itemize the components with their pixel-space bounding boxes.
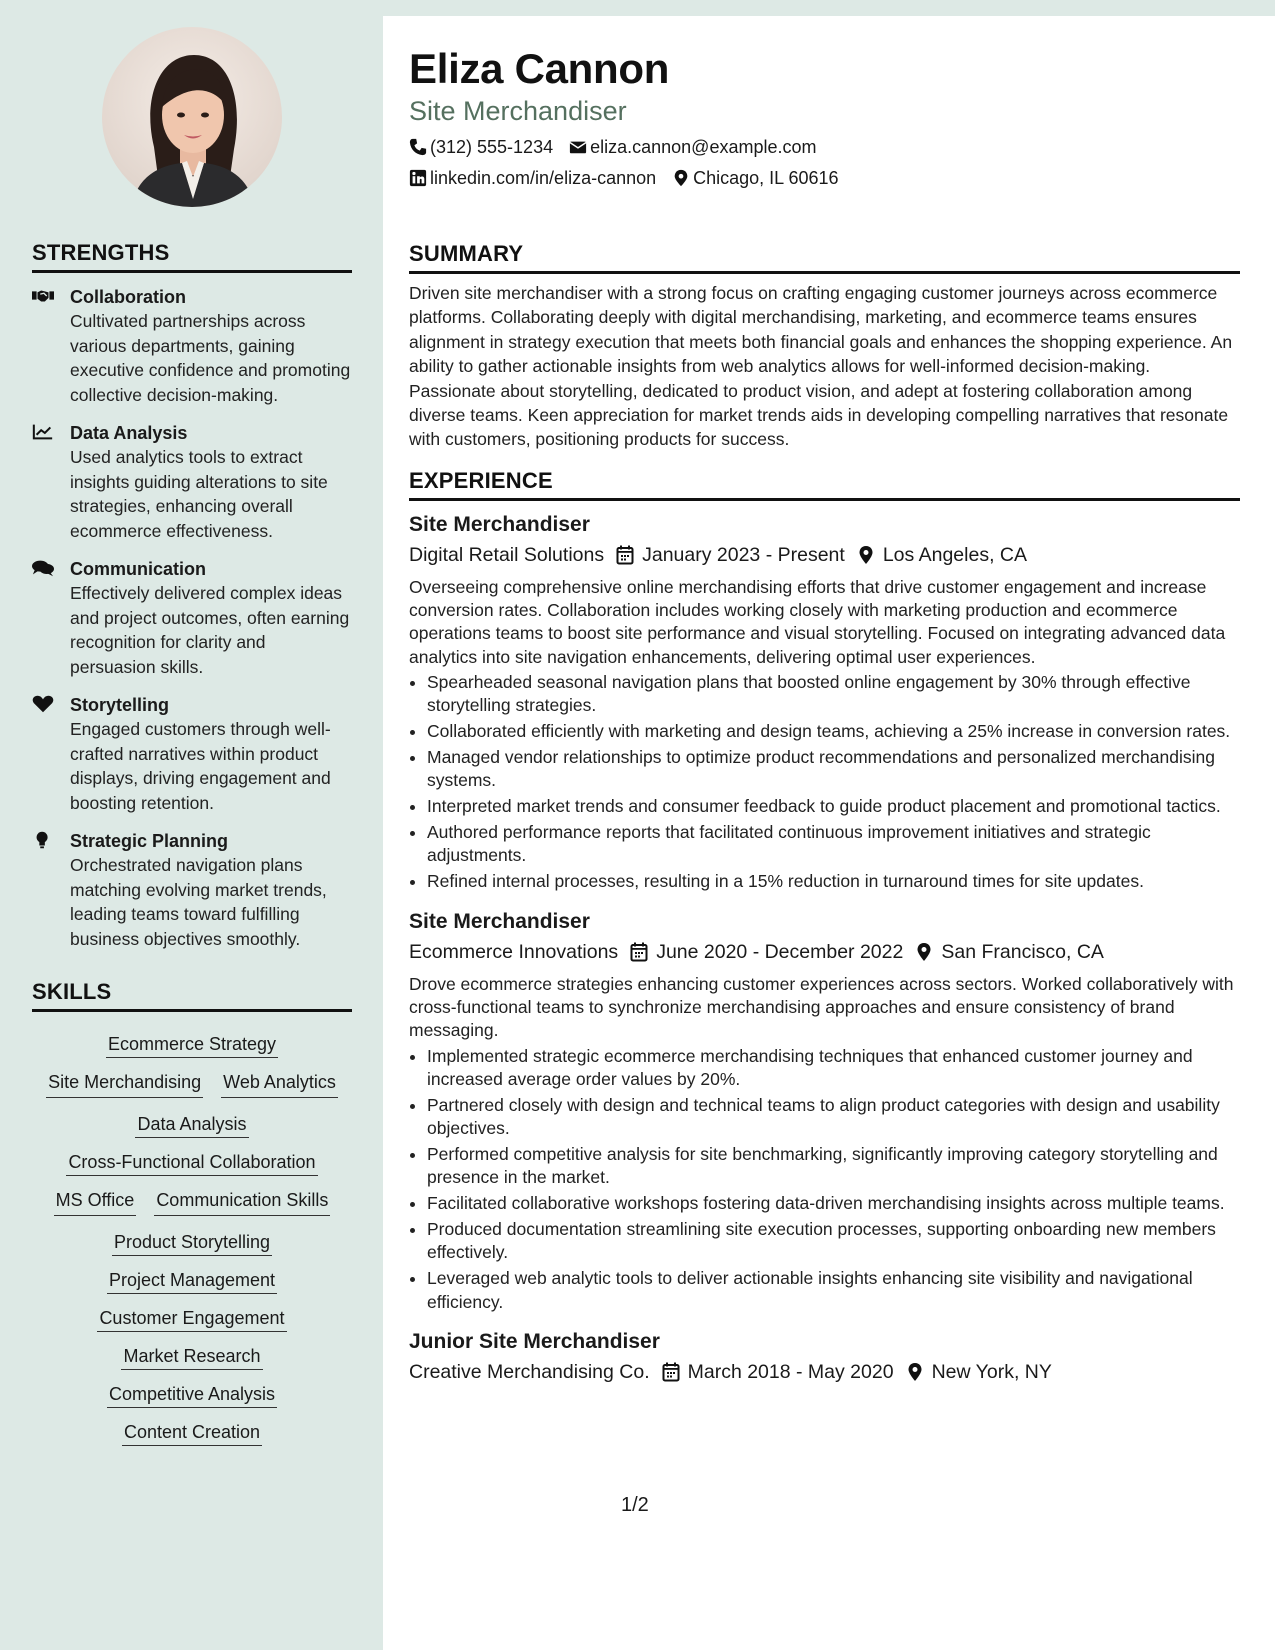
heart-icon [32,693,70,815]
summary-heading: SUMMARY [409,241,1240,274]
strength-title: Collaboration [70,287,186,307]
bullet-item: • Partnered closely with design and technical teams to align product categories with design and usability objectives. [427,1094,1240,1141]
skill-tag: Data Analysis [135,1114,248,1138]
summary-text: Driven site merchandiser with a strong focus on crafting engaging customer journeys across ecommerce platforms. Collaborating deeply with digital merchandising, marketing, and ecommerce teams ensures alignment in strategy execution that meets both financial goals and enhances the shopping experience. An ability to gather actionable insights from web analytics allows for well-informed decision-making. Passionate about storytelling, dedicated to product vision, and adept at fostering collaboration among diverse teams. Keen appreciation for market trends aids in developing compelling narratives that resonate with customers, positioning products for success. [409,283,1233,450]
skill-tag: Ecommerce Strategy [106,1034,278,1058]
strengths-heading: STRENGTHS [32,240,352,273]
job-bullets [409,671,1240,894]
candidate-title: Site Merchandiser [409,96,627,126]
job-entry [409,908,1240,1314]
job-location: New York, NY [931,1360,1052,1383]
map-marker-icon [857,545,875,565]
strength-description: Engaged customers through well-crafted narratives within product displays, driving engagement and boosting retention. [70,719,331,813]
bullet-item: • Facilitated collaborative workshops fostering data-driven merchandising insights across multiple teams. [427,1192,1240,1215]
skill-tag: Customer Engagement [97,1308,286,1332]
bullet-item: • Authored performance reports that facilitated continuous improvement initiatives and strategic adjustments. [427,821,1240,868]
skill-tag: Web Analytics [221,1070,338,1098]
strength-title: Strategic Planning [70,831,229,851]
job-location: San Francisco, CA [941,940,1104,963]
location-text: Chicago, IL 60616 [693,168,839,188]
job-title: Junior Site Merchandiser [409,1329,660,1353]
bullet-item: • Refined internal processes, resulting in a 15% reduction in turnaround times for site updates. [427,870,1240,893]
comments-icon [32,557,70,679]
strength-description: Effectively delivered complex ideas and project outcomes, often earning recognition for clarity and persuasion skills. [70,583,350,677]
strength-description: Used analytics tools to extract insights guiding alterations to site strategies, enhancing overall ecommerce effectiveness. [70,447,328,541]
skills-heading: SKILLS [32,979,352,1012]
linkedin-text: linkedin.com/in/eliza-cannon [430,168,657,188]
calendar-icon [630,942,648,962]
experience-heading: EXPERIENCE [409,468,1240,501]
company-name: Ecommerce Innovations [409,940,619,963]
contact-row [409,132,1240,162]
skill-tag: Communication Skills [154,1188,330,1216]
sidebar [0,0,383,1650]
job-entry [409,511,1240,894]
job-description: Overseeing comprehensive online merchandising efforts that drive customer engagement and increase conversion rates. Collaboration includes working closely with marketing production and ecommerce operations teams to boost site performance and visual storytelling. Focused on integrating advanced data analytics into site navigation enhancements, delivering optimal user experiences. [409,576,1226,667]
map-marker-icon [672,169,690,187]
strength-item [32,285,352,407]
skill-tag: Market Research [121,1346,262,1370]
job-meta [409,540,1240,570]
linkedin-contact[interactable] [409,163,656,193]
candidate-name: Eliza Cannon [409,45,670,92]
skill-tag: Site Merchandising [46,1070,203,1098]
strength-title: Data Analysis [70,423,188,443]
job-description: Drove ecommerce strategies enhancing customer experiences across sectors. Worked collaboratively with cross-functional teams to synchronize merchandising approaches and ensure consistency of brand messaging. [409,973,1234,1041]
skill-tag: Competitive Analysis [107,1384,277,1408]
handshake-icon [32,285,70,407]
job-entry [409,1328,1240,1387]
skill-tag: Product Storytelling [112,1232,272,1256]
main-content [383,16,1275,1650]
page-number: 1/2 [621,1494,649,1516]
job-meta [409,937,1240,967]
phone-icon [409,138,427,156]
bullet-item: • Produced documentation streamlining site execution processes, supporting onboarding new members effectively. [427,1218,1240,1265]
chart-line-icon [32,421,70,543]
company-name: Creative Merchandising Co. [409,1360,650,1383]
location-contact [672,163,838,193]
email-contact[interactable] [569,132,816,162]
strength-title: Communication [70,559,207,579]
strength-item [32,693,352,815]
company-name: Digital Retail Solutions [409,543,605,566]
strength-item [32,557,352,679]
calendar-icon [662,1362,680,1382]
phone-text: (312) 555-1234 [430,137,554,157]
bullet-item: • Leveraged web analytic tools to deliver actionable insights enhancing site visibility and navigational efficiency. [427,1267,1240,1314]
skill-tag: Content Creation [122,1422,262,1446]
strength-description: Cultivated partnerships across various departments, gaining executive confidence and promoting collective decision-making. [70,311,351,405]
envelope-icon [569,138,587,156]
strength-title: Storytelling [70,695,170,715]
calendar-icon [616,545,634,565]
phone-contact[interactable] [409,132,553,162]
linkedin-icon [409,169,427,187]
job-dates: March 2018 - May 2020 [687,1360,894,1383]
strength-item [32,421,352,543]
lightbulb-icon [32,829,70,951]
bullet-item: • Implemented strategic ecommerce merchandising techniques that enhanced customer journey and increased average order values by 20%. [427,1045,1240,1092]
contact-row [409,163,1240,193]
map-marker-icon [906,1362,924,1382]
skill-tag: MS Office [54,1188,137,1216]
job-dates: June 2020 - December 2022 [656,940,904,963]
skill-tag: Cross-Functional Collaboration [66,1152,317,1176]
job-title: Site Merchandiser [409,512,590,536]
job-title: Site Merchandiser [409,909,590,933]
email-text: eliza.cannon@example.com [590,137,817,157]
skill-tag: Project Management [107,1270,277,1294]
job-dates: January 2023 - Present [642,543,845,566]
bullet-item: • Collaborated efficiently with marketing and design teams, achieving a 25% increase in conversion rates. [427,720,1240,743]
bullet-item: • Spearheaded seasonal navigation plans that boosted online engagement by 30% through effective storytelling strategies. [427,671,1240,718]
job-location: Los Angeles, CA [882,543,1027,566]
map-marker-icon [915,942,933,962]
strength-item [32,829,352,951]
skills-list [32,1032,352,1444]
bullet-item: • Interpreted market trends and consumer feedback to guide product placement and promotional tactics. [427,795,1240,818]
bullet-item: • Managed vendor relationships to optimize product recommendations and personalized merchandising systems. [427,746,1240,793]
job-bullets [409,1045,1240,1314]
bullet-item: • Performed competitive analysis for site benchmarking, significantly improving category storytelling and presence in the market. [427,1143,1240,1190]
strength-description: Orchestrated navigation plans matching evolving market trends, leading teams toward fulfilling business objectives smoothly. [70,855,327,949]
profile-photo [102,27,282,207]
job-meta [409,1357,1240,1387]
